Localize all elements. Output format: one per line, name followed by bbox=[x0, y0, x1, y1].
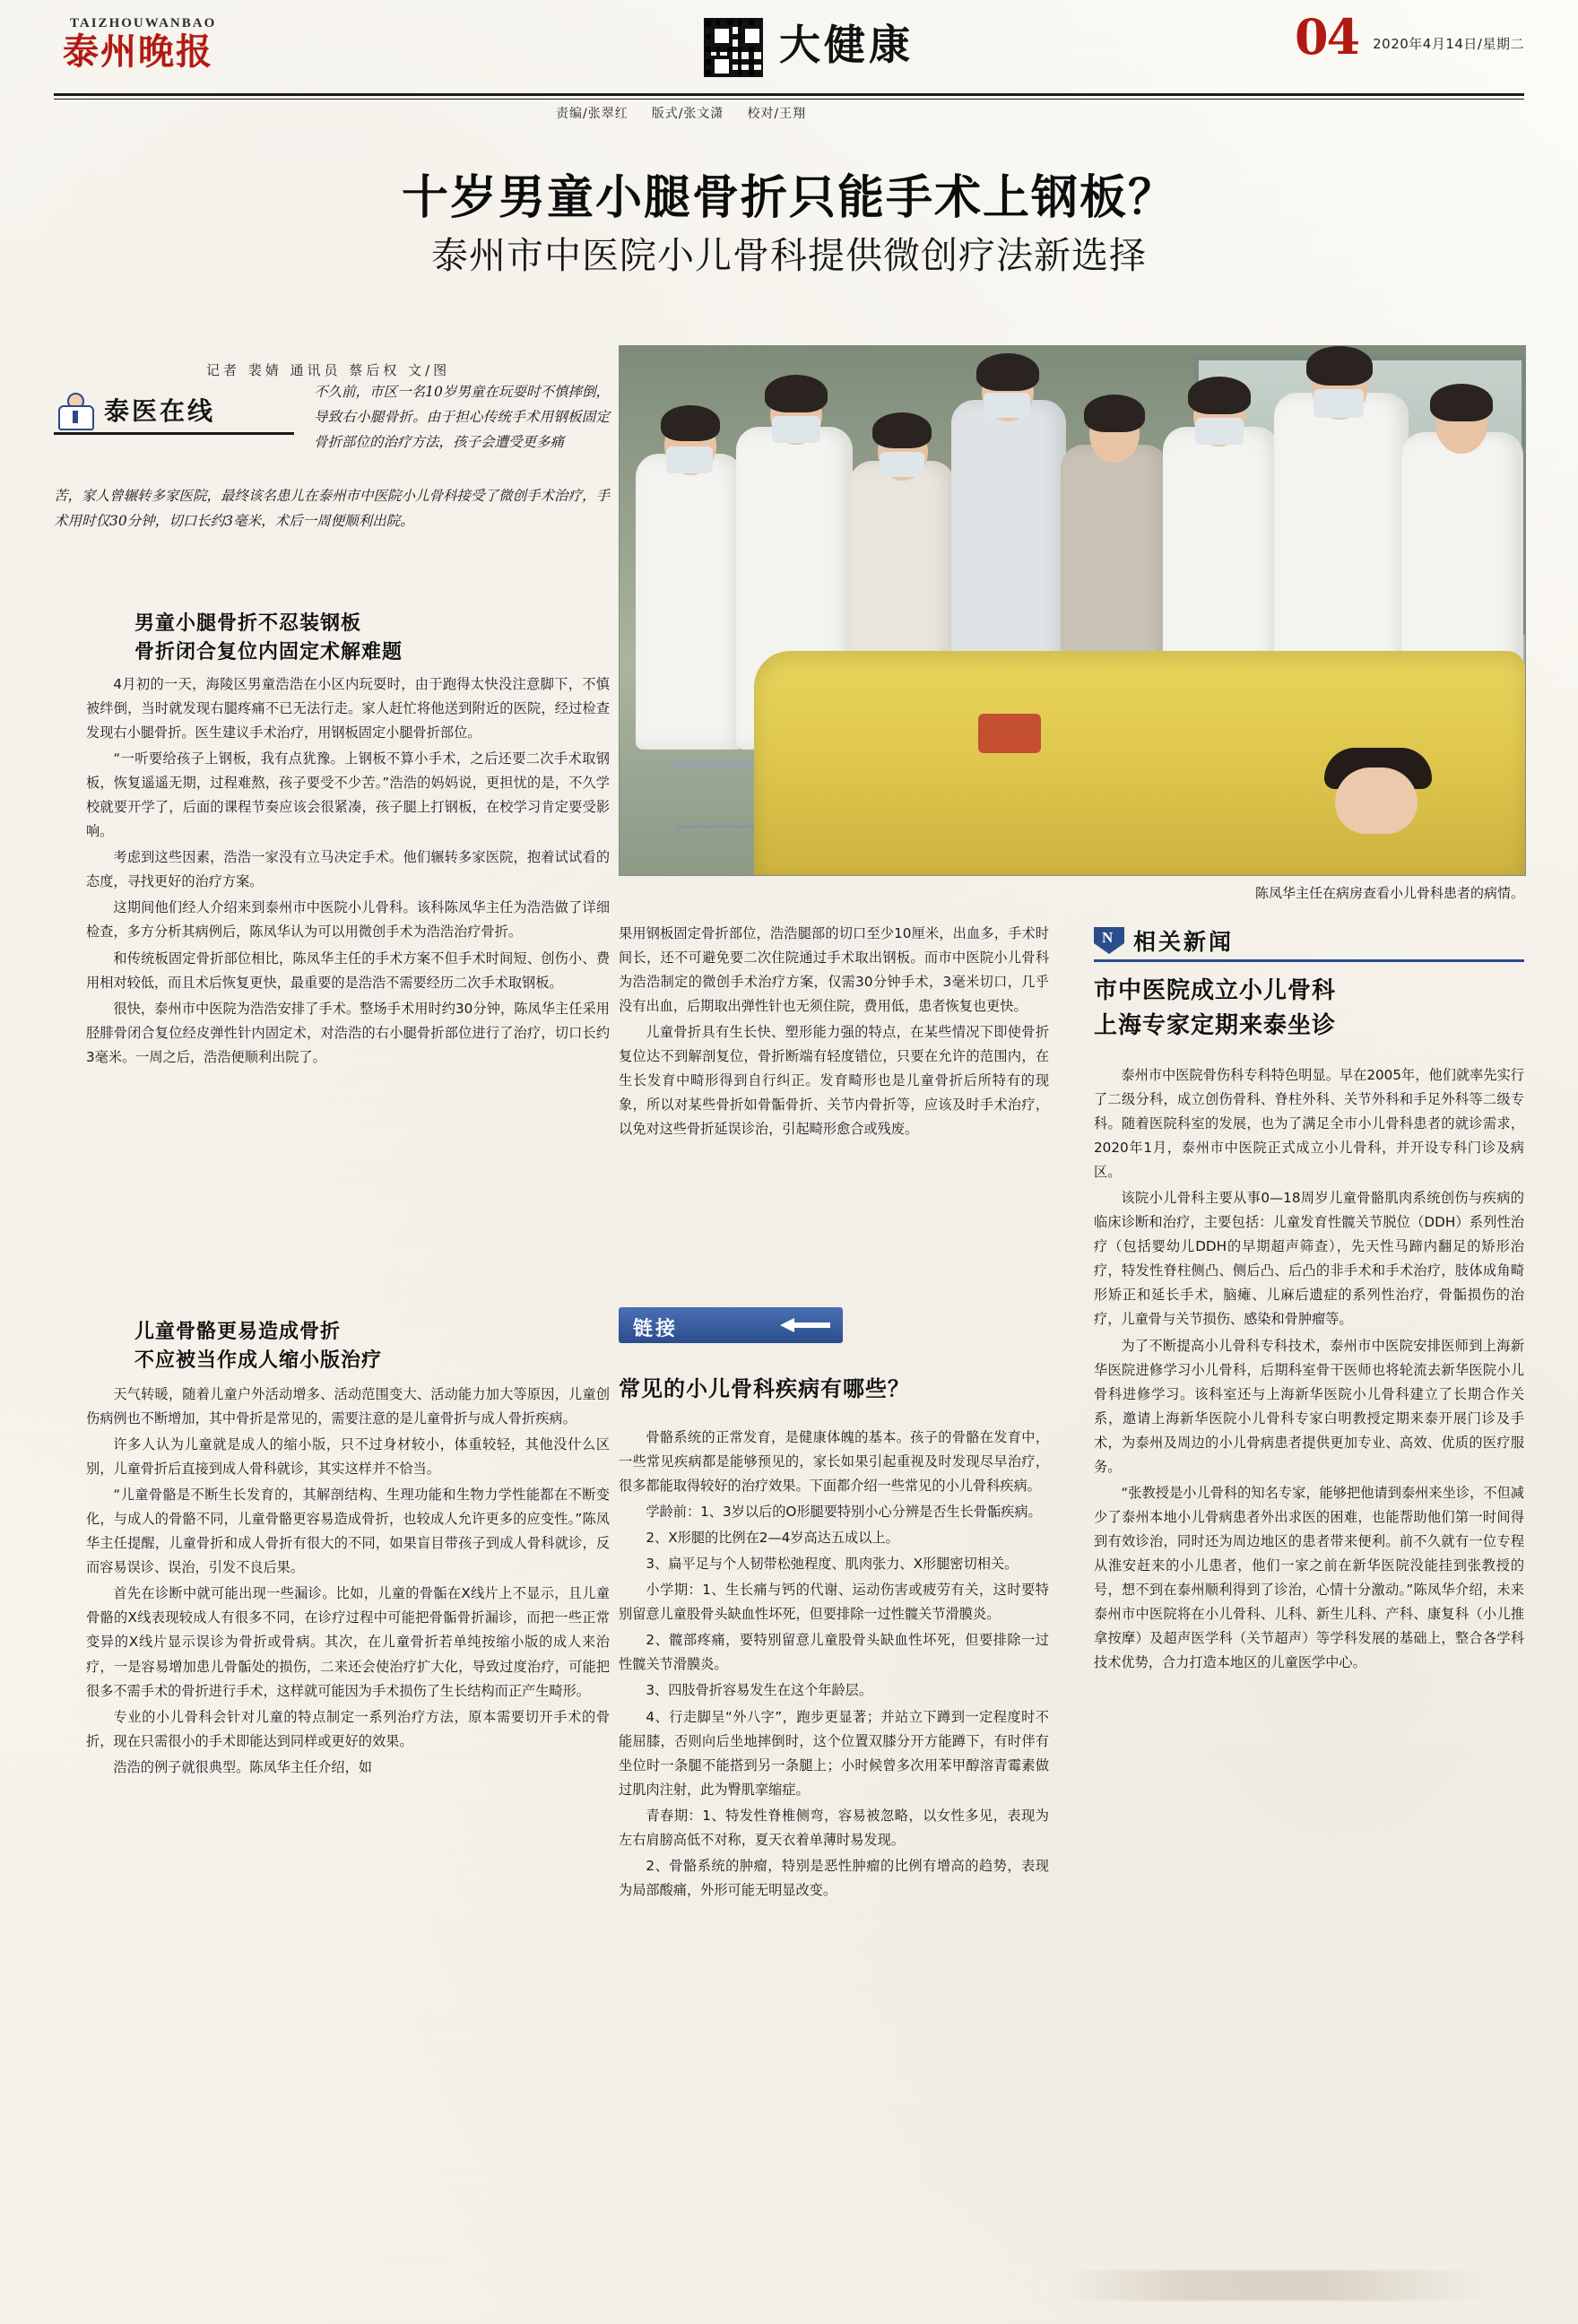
doctor-icon bbox=[54, 391, 95, 429]
masthead-rule-thick bbox=[54, 93, 1524, 96]
paragraph: 首先在诊断中就可能出现一些漏诊。比如，儿童的骨骺在X线片上不显示，且儿童骨骼的X线表现较成人有很多不同，在诊疗过程中可能把骨骺骨折漏诊，而把一些正常变异的X线片显示误诊为骨折或骨病。其次，在儿童骨折若单纯按缩小版的成人来治疗，一是容易增加患儿骨骺处的损伤，二来还会使治疗扩大化，导致过度治疗，可能把很多不需手术的骨折进行手术，这样就可能因为手术损伤了生长结构而正产生畸形。 bbox=[86, 1585, 610, 1699]
paragraph: 泰州市中医院骨伤科专科特色明显。早在2005年，他们就率先实行了二级分科，成立创伤骨科、脊柱外科、关节外科和手足外科等二级专科。随着医院科室的发展，也为了满足全市小儿骨科患者的就诊需求，2020年1月，泰州市中医院正式成立小儿骨科，并开设专科门诊及病区。 bbox=[1094, 1067, 1524, 1181]
arrow-right-icon bbox=[780, 1318, 830, 1332]
column1-section2-title-line2: 不应被当作成人缩小版治疗 bbox=[134, 1348, 383, 1372]
masthead-center bbox=[704, 13, 914, 77]
page-number: 04 bbox=[1294, 8, 1359, 65]
column1-section2-title-line1: 儿童骨骼更易造成骨折 bbox=[134, 1320, 342, 1343]
paper-name: 泰州晚报 bbox=[63, 30, 213, 73]
paragraph: 和传统板固定骨折部位相比，陈凤华主任的手术方案不但手术时间短、创伤小、费用相对较低，而且术后恢复更快，最重要的是浩浩不需要经历二次手术取钢板。 bbox=[86, 950, 610, 991]
paragraph: 2、X形腿的比例在2—4岁高达五成以上。 bbox=[646, 1530, 899, 1547]
column3-body bbox=[1094, 1063, 1524, 1677]
lead-paragraph-right: 不久前，市区一名10岁男童在玩耍时不慎摔倒，导致右小腿骨折。由于担心传统手术用钢板固定骨折部位的治疗方法，孩子会遭受更多痛 bbox=[314, 384, 610, 450]
section-brand: 大健康 bbox=[778, 21, 914, 69]
link-ribbon bbox=[619, 1307, 843, 1343]
qr-code-icon[interactable] bbox=[704, 18, 763, 77]
paragraph: 2、髋部疼痛，要特别留意儿童股骨头缺血性坏死，但要排除一过性髋关节滑膜炎。 bbox=[619, 1632, 1049, 1673]
ward-round-photo bbox=[619, 345, 1526, 876]
paragraph: “儿童骨骼是不断生长发育的，其解剖结构、生理功能和生物力学性能都在不断变化，与成人的骨骼不同，儿童骨骼更容易造成骨折，也较成人允许更多的应变性。”陈凤华主任提醒，儿童骨折和成人骨折有很大的不同，如果盲目带孩子到成人骨科就诊，反而容易误诊、误治，引发不良后果。 bbox=[86, 1487, 610, 1576]
paragraph: 儿童骨折具有生长快、塑形能力强的特点，在某些情况下即使骨折复位达不到解剖复位，骨折断端有轻度错位，只要在允许的范围内，在生长发育中畸形得到自行纠正。发育畸形也是儿童骨折后所特有的现象，所以对某些骨折如骨骺骨折、关节内骨折等，应该及时手术治疗，以免对这些骨折延误诊治，引起畸形愈合或残废。 bbox=[619, 1024, 1049, 1138]
paragraph: 这期间他们经人介绍来到泰州市中医院小儿骨科。该科陈凤华主任为浩浩做了详细检查，多方分析其病例后，陈凤华认为可以用微创手术为浩浩治疗骨折。 bbox=[86, 899, 610, 941]
column3-title-line1: 市中医院成立小儿骨科 bbox=[1094, 977, 1337, 1004]
taiyi-online-badge bbox=[54, 387, 294, 435]
paragraph: “张教授是小儿骨科的知名专家，能够把他请到泰州来坐诊，不但减少了泰州本地小儿骨病患者外出求医的困难，也能帮助他们第一时间得到有效诊治，同时还为周边地区的患者带来便利。前不久就有一位专程从淮安赶来的小儿患者，他们一家之前在新华医院没能挂到张教授的号，想不到在泰州顺利得到了诊治，心情十分激动。”陈凤华介绍，未来泰州市中医院将在小儿骨科、儿科、新生儿科、产科、康复科（小儿推拿按摩）及超声医学科（关节超声）等学科发展的基础上，整合各学科技术优势，合力打造本地区的儿童医学中心。 bbox=[1094, 1484, 1524, 1671]
paragraph: 考虑到这些因素，浩浩一家没有立马决定手术。他们辗转多家医院，抱着试试看的态度，寻找更好的治疗方案。 bbox=[86, 849, 610, 890]
paragraph: 很快，泰州市中医院为浩浩安排了手术。整场手术用时约30分钟，陈凤华主任采用胫腓骨闭合复位经皮弹性针内固定术，对浩浩的右小腿骨折部位进行了治疗，切口长约3毫米。一周之后，浩浩便顺利出院了。 bbox=[86, 1000, 610, 1065]
credit-proofreader: 校对/王翔 bbox=[747, 107, 807, 121]
photo-caption: 陈凤华主任在病房查看小儿骨科患者的病情。 bbox=[1254, 885, 1524, 901]
column1-body-a bbox=[86, 672, 610, 1071]
paragraph: 浩浩的例子就很典型。陈凤华主任介绍，如 bbox=[113, 1758, 372, 1775]
column1-section-title-line2: 骨折闭合复位内固定术解难题 bbox=[134, 639, 403, 663]
column2-subtitle: 常见的小儿骨科疾病有哪些？ bbox=[619, 1375, 910, 1401]
paragraph: 许多人认为儿童就是成人的缩小版，只不过身材较小，体重较轻，其他没什么区别，儿童骨折后直接到成人骨科就诊，其实这样并不恰当。 bbox=[86, 1436, 610, 1478]
taiyi-online-label: 泰医在线 bbox=[104, 396, 216, 426]
masthead-logo bbox=[54, 13, 323, 71]
paragraph: 4、行走脚呈“外八字”，跑步更显著；并站立下蹲到一定程度时不能屈膝，否则向后坐地摔倒时，这个位置双膝分开方能蹲下，有时伴有坐位时一条腿不能搭到另一条腿上；小时候曾多次用苯甲醇溶青霉素做过肌肉注射，此为臀肌挛缩症。 bbox=[619, 1708, 1049, 1798]
byline: 记者 裴婧 通讯员 蔡后权 文/图 bbox=[206, 362, 451, 378]
paragraph: 学龄前：1、3岁以后的O形腿要特别小心分辨是否生长骨骺疾病。 bbox=[646, 1504, 1042, 1521]
column1-section2-title bbox=[134, 1318, 610, 1375]
paper-pinyin: TAIZHOUWANBAO bbox=[70, 16, 217, 30]
paragraph: 青春期：1、特发性脊椎侧弯，容易被忽略，以女性多见，表现为左右肩膀高低不对称，夏天衣着单薄时易发现。 bbox=[619, 1807, 1049, 1848]
news-flag-icon bbox=[1094, 927, 1124, 954]
paragraph: 为了不断提高小儿骨科专科技术，泰州市中医院安排医师到上海新华医院进修学习小儿骨科，后期科室骨干医师也将轮流去新华医院小儿骨科进修学习。该科室还与上海新华医院小儿骨科建立了长期合作关系，邀请上海新华医院小儿骨科专家白明教授定期来泰开展门诊及手术，为泰州及周边的小儿骨病患者提供更加专业、高效、优质的医疗服务。 bbox=[1094, 1337, 1524, 1475]
column1-section-title bbox=[134, 610, 610, 667]
paragraph: 果用钢板固定骨折部位，浩浩腿部的切口至少10厘米，出血多，手术时间长，还不可避免要二次住院通过手术取出钢板。而市中医院小儿骨科为浩浩制定的微创手术治疗方案，仅需30分钟手术，3毫米切口，几乎没有出血，后期取出弹性针也无须住院，费用低，患者恢复也更快。 bbox=[619, 925, 1049, 1015]
column1-body-b bbox=[86, 1383, 610, 1782]
paragraph: 2、骨骼系统的肿瘤，特别是恶性肿瘤的比例有增高的趋势，表现为局部酸痛，外形可能无明显改变。 bbox=[619, 1857, 1049, 1898]
paragraph: 该院小儿骨科主要从事0—18周岁儿童骨骼肌肉系统创伤与疾病的临床诊断和治疗，主要包括：儿童发育性髋关节脱位（DDH）系列性治疗（包括婴幼儿DDH的早期超声筛查），先天性马蹄内翻足的矫形治疗，特发性脊柱侧凸、侧后凸、后凸的非手术和手术治疗，肢体成角畸形矫正和延长手术，脑瘫、儿麻后遗症的系列性治疗，骨骺损伤的治疗，儿童骨与关节损伤、感染和骨肿瘤等。 bbox=[1094, 1190, 1524, 1328]
masthead-rule-thin bbox=[54, 99, 1524, 100]
headline-sub: 泰州市中医院小儿骨科提供微创疗法新选择 bbox=[431, 234, 1147, 277]
column2-body bbox=[619, 1426, 1049, 1904]
column2-continuation bbox=[619, 922, 1049, 1143]
issue-date: 2020年4月14日/星期二 bbox=[1373, 36, 1524, 52]
credits-line bbox=[556, 104, 806, 122]
paragraph: 专业的小儿骨科会针对儿童的特点制定一系列治疗方法，原本需要切开手术的骨折，现在只需很小的手术即能达到同样或更好的效果。 bbox=[86, 1708, 610, 1749]
paragraph: 4月初的一天，海陵区男童浩浩在小区内玩耍时，由于跑得太快没注意脚下，不慎被绊倒，当时就发现右腿疼痛不已无法行走。家人赶忙将他送到附近的医院，经过检查发现右小腿骨折。医生建议手术治疗，用钢板固定小腿骨折部位。 bbox=[86, 676, 610, 741]
paragraph: 骨骼系统的正常发育，是健康体魄的基本。孩子的骨骼在发育中，一些常见疾病都是能够预见的，家长如果引起重视及时发现尽早治疗，很多都能取得较好的治疗效果。下面都介绍一些常见的小儿骨科疾病。 bbox=[619, 1429, 1049, 1495]
headline-main: 十岁男童小腿骨折只能手术上钢板？ bbox=[401, 170, 1176, 225]
column1-section-title-line1: 男童小腿骨折不忍装钢板 bbox=[134, 611, 362, 635]
paragraph: 天气转暖，随着儿童户外活动增多、活动范围变大、活动能力加大等原因，儿童创伤病例也不断增加，其中骨折是常见的，需要注意的是儿童骨折与成人骨折疾病。 bbox=[86, 1386, 610, 1427]
paragraph: 3、四肢骨折容易发生在这个年龄层。 bbox=[646, 1682, 873, 1699]
column3-title-line2: 上海专家定期来泰坐诊 bbox=[1094, 1012, 1337, 1039]
related-news-label: 相关新闻 bbox=[1133, 929, 1235, 955]
masthead bbox=[54, 8, 1524, 102]
credit-layout: 版式/张文潇 bbox=[651, 107, 724, 121]
paragraph: “一听要给孩子上钢板，我有点犹豫。上钢板不算小手术，之后还要二次手术取钢板，恢复遥遥无期，过程难熬，孩子要受不少苦。”浩浩的妈妈说，更担忧的是，不久学校就要开学了，后面的课程节奏应该会很紧凑，孩子腿上打钢板，在校学习肯定要受影响。 bbox=[86, 750, 610, 840]
related-news-header bbox=[1094, 922, 1524, 962]
link-ribbon-label: 链接 bbox=[633, 1317, 679, 1340]
masthead-right bbox=[1294, 8, 1524, 65]
column3-title bbox=[1094, 974, 1524, 1044]
paragraph: 3、扁平足与个人韧带松弛程度、肌肉张力、X形腿密切相关。 bbox=[646, 1556, 1019, 1573]
paragraph: 小学期：1、生长痛与钙的代谢、运动伤害或疲劳有关，这时要特别留意儿童股骨头缺血性坏死，但要排除一过性髋关节滑膜炎。 bbox=[619, 1582, 1049, 1623]
lead-paragraph-full: 苦，家人曾辗转多家医院，最终该名患儿在泰州市中医院小儿骨科接受了微创手术治疗，手术用时仅30分钟，切口长约3毫米，术后一周便顺利出院。 bbox=[54, 488, 611, 529]
page-smudge bbox=[1058, 2270, 1488, 2301]
credit-editor: 责编/张翠红 bbox=[556, 107, 629, 121]
